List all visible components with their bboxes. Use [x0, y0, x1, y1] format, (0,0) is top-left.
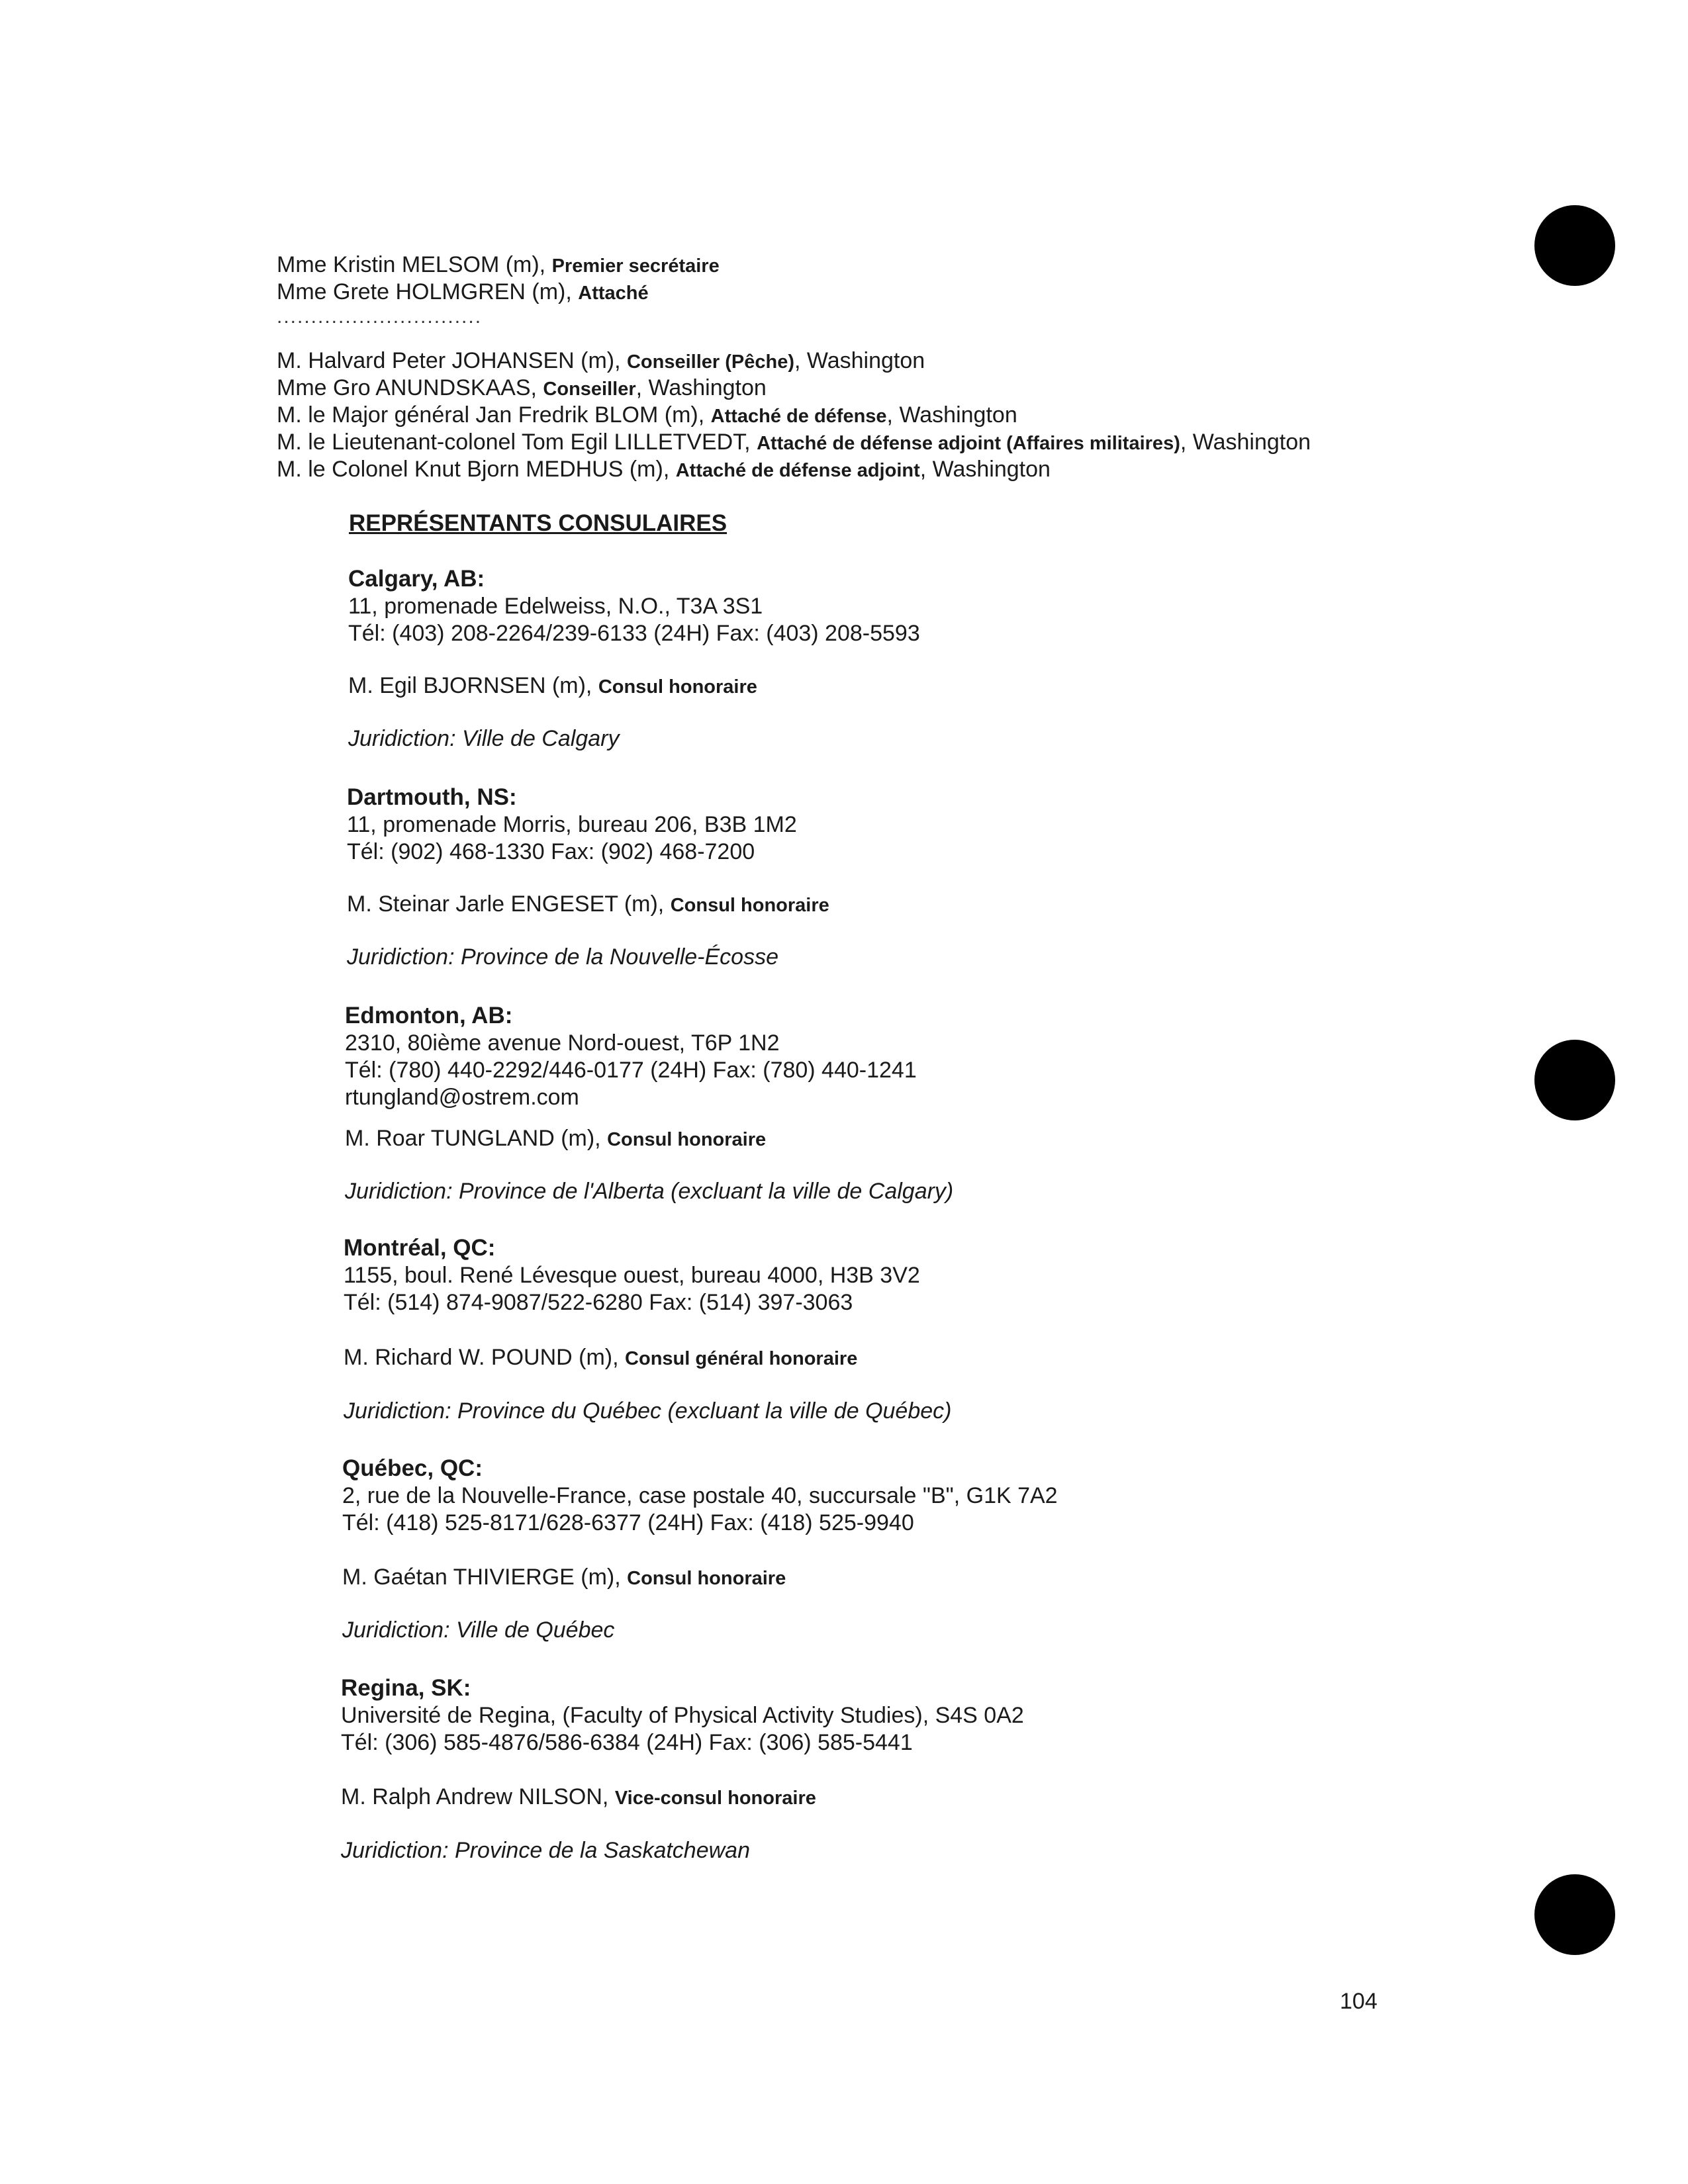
consul-name: M. Steinar Jarle ENGESET (m),	[347, 891, 671, 917]
consul-title: Consul honoraire	[670, 895, 829, 916]
consulate-city: Edmonton, AB:	[345, 1003, 513, 1028]
consulate-city: Dartmouth, NS:	[347, 784, 517, 810]
consulate-jurisdiction: Juridiction: Province de la Saskatchewan	[341, 1838, 750, 1863]
consulate-person	[345, 1125, 766, 1153]
staff-location: , Washington	[635, 375, 767, 400]
washington-staff-line	[277, 347, 925, 375]
consul-name: M. Richard W. POUND (m),	[344, 1345, 626, 1370]
consulate-person	[347, 891, 829, 919]
staff-title: Attaché de défense	[710, 406, 887, 427]
staff-title: Premier secrétaire	[551, 255, 720, 277]
section-heading: REPRÉSENTANTS CONSULAIRES	[349, 510, 727, 536]
consulate-phone: Tél: (780) 440-2292/446-0177 (24H) Fax: (780) 440-1241	[345, 1058, 917, 1083]
consulate-person	[341, 1784, 816, 1811]
staff-location: , Washington	[794, 348, 925, 373]
consulate-phone: Tél: (403) 208-2264/239-6133 (24H) Fax: (403) 208-5593	[348, 621, 920, 646]
staff-name: Mme Gro ANUNDSKAAS,	[277, 375, 543, 400]
consulate-city: Québec, QC:	[342, 1455, 483, 1481]
staff-location: , Washington	[1180, 430, 1311, 455]
consulate-jurisdiction: Juridiction: Ville de Calgary	[348, 726, 620, 751]
consulate-person	[348, 672, 757, 700]
consulate-email: rtungland@ostrem.com	[345, 1085, 579, 1110]
punch-hole-bottom	[1534, 1874, 1615, 1955]
consulate-city: Regina, SK:	[341, 1675, 471, 1701]
consulate-address: 11, promenade Morris, bureau 206, B3B 1M2	[347, 812, 797, 837]
consulate-phone: Tél: (514) 874-9087/522-6280 Fax: (514) 397-3063	[344, 1290, 853, 1315]
staff-title: Conseiller (Pêche)	[626, 351, 795, 373]
consulate-address: 11, promenade Edelweiss, N.O., T3A 3S1	[348, 594, 763, 619]
consulate-phone: Tél: (418) 525-8171/628-6377 (24H) Fax: (418) 525-9940	[342, 1510, 914, 1535]
consulate-address: Université de Regina, (Faculty of Physical Activity Studies), S4S 0A2	[341, 1703, 1024, 1728]
consul-name: M. Ralph Andrew NILSON,	[341, 1784, 615, 1809]
punch-hole-middle	[1534, 1040, 1615, 1120]
consulate-address: 2, rue de la Nouvelle-France, case postale 40, succursale "B", G1K 7A2	[342, 1483, 1058, 1508]
washington-staff-line	[277, 375, 767, 402]
washington-staff-line	[277, 429, 1311, 457]
consul-name: M. Roar TUNGLAND (m),	[345, 1126, 608, 1151]
consulate-jurisdiction: Juridiction: Ville de Québec	[342, 1617, 615, 1643]
consul-title: Consul honoraire	[598, 676, 757, 698]
staff-title: Attaché	[578, 283, 649, 304]
consulate-address: 2310, 80ième avenue Nord-ouest, T6P 1N2	[345, 1030, 780, 1056]
staff-location: , Washington	[886, 402, 1017, 428]
consulate-city: Montréal, QC:	[344, 1235, 496, 1261]
consulate-person	[344, 1344, 857, 1372]
staff-line	[277, 251, 720, 279]
staff-name: M. le Lieutenant-colonel Tom Egil LILLETVEDT,	[277, 430, 757, 455]
staff-location: , Washington	[919, 457, 1051, 482]
consul-title: Consul général honoraire	[625, 1348, 858, 1369]
consul-title: Consul honoraire	[607, 1129, 767, 1150]
staff-name: Mme Grete HOLMGREN (m),	[277, 279, 579, 304]
washington-staff-line	[277, 456, 1051, 484]
staff-name: M. Halvard Peter JOHANSEN (m),	[277, 348, 627, 373]
consulate-jurisdiction: Juridiction: Province de l'Alberta (excluant la ville de Calgary)	[345, 1179, 954, 1204]
separator-dots: ..............................	[277, 306, 483, 328]
consul-title: Consul honoraire	[627, 1568, 786, 1589]
consul-title: Vice-consul honoraire	[614, 1788, 816, 1809]
consulate-jurisdiction: Juridiction: Province du Québec (excluant la ville de Québec)	[344, 1398, 952, 1424]
consulate-address: 1155, boul. René Lévesque ouest, bureau 4000, H3B 3V2	[344, 1263, 920, 1288]
staff-title: Attaché de défense adjoint (Affaires militaires)	[757, 433, 1180, 454]
page-number: 104	[1340, 1989, 1378, 2014]
punch-hole-top	[1534, 205, 1615, 286]
consulate-phone: Tél: (306) 585-4876/586-6384 (24H) Fax: (306) 585-5441	[341, 1730, 913, 1755]
consulate-phone: Tél: (902) 468-1330 Fax: (902) 468-7200	[347, 839, 755, 864]
washington-staff-line	[277, 402, 1017, 430]
consul-name: M. Gaétan THIVIERGE (m),	[342, 1565, 628, 1590]
consulate-person	[342, 1564, 786, 1592]
consul-name: M. Egil BJORNSEN (m),	[348, 673, 598, 698]
staff-name: Mme Kristin MELSOM (m),	[277, 252, 552, 277]
staff-title: Conseiller	[543, 379, 636, 400]
consulate-jurisdiction: Juridiction: Province de la Nouvelle-Écosse	[347, 944, 778, 970]
staff-title: Attaché de défense adjoint	[675, 460, 920, 481]
consulate-city: Calgary, AB:	[348, 566, 485, 592]
staff-name: M. le Major général Jan Fredrik BLOM (m),	[277, 402, 711, 428]
staff-line	[277, 279, 649, 306]
staff-name: M. le Colonel Knut Bjorn MEDHUS (m),	[277, 457, 676, 482]
